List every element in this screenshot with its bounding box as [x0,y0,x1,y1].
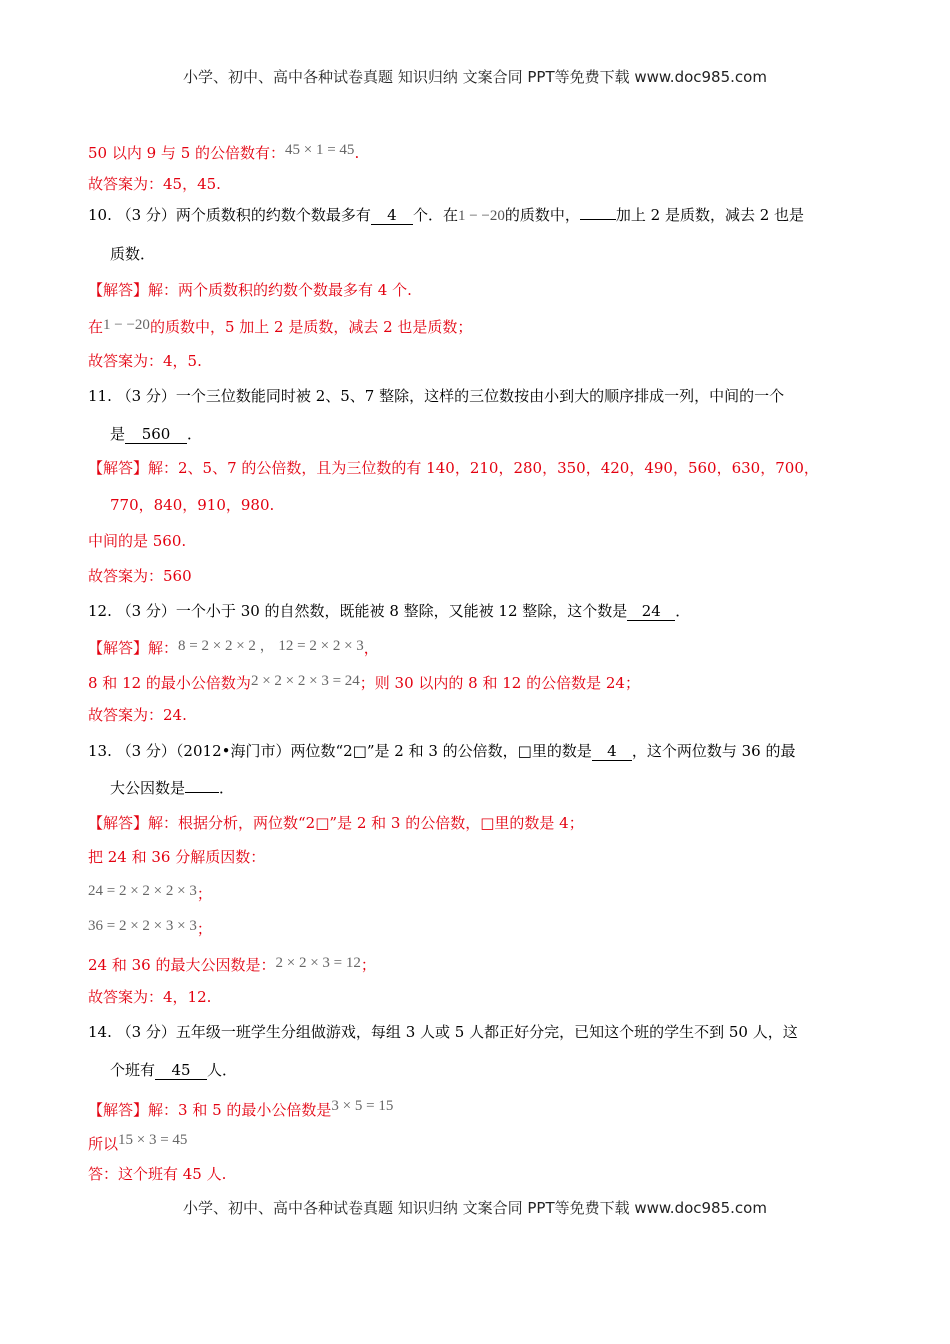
answer-blank: 4 [371,206,413,225]
solution-line: 故答案为：4，12. [88,988,212,1006]
answer-blank [185,792,219,793]
question-10-cont: 质数． [110,245,156,263]
solution-line: 把 24 和 36 分解质因数： [88,848,266,866]
text: ； [196,920,212,938]
text: 8 和 12 的最小公倍数为 [88,674,251,692]
text: ． [219,779,235,797]
math-expression: 2 × 2 × 3 = 12 [275,955,361,971]
text: 13. （3 分）（2012•海门市）两位数“2□”是 2 和 3 的公倍数，□里的数是 [88,742,592,760]
text: ． [675,602,691,620]
text: ，这个两位数与 36 的最 [631,742,796,760]
text: 24 和 36 的最大公因数是： [88,956,276,974]
solution-line [88,1130,187,1154]
math-expression: 45 × 1 = 45 [285,142,355,158]
text: 解：根据分析，两位数“2□”是 2 和 3 的公倍数，□里的数是 4； [148,814,584,832]
math-expression: 1 − −20 [457,208,505,224]
solution-line [88,458,819,478]
text: 12. （3 分）一个小于 30 的自然数，既能被 8 整除，又能被 12 整除，这个数是 [88,602,628,620]
question-12 [88,601,690,621]
math-expression: 1 − −20 [103,317,150,333]
text: 解：两个质数积的约数个数最多有 4 个. [148,281,412,299]
math-expression: 15 × 3 = 45 [118,1132,188,1148]
math-expression: 2 × 2 × 2 × 3 = 24 [250,673,360,689]
answer-blank [580,219,616,220]
math-expression: 24 = 2 × 2 × 2 × 3 [88,883,197,899]
text: ；则 30 以内的 8 和 12 的公倍数是 24； [359,674,640,692]
solution-tag: 【解答】 [88,281,149,299]
text: 10. （3 分）两个质数积的约数个数最多有 [88,206,371,224]
solution-line [88,915,212,939]
solution-line: 中间的是 560. [88,532,187,550]
answer-blank: 24 [627,602,675,621]
text: 50 以内 9 与 5 的公倍数有： [88,144,286,162]
question-14: 14. （3 分）五年级一班学生分组做游戏，每组 3 人或 5 人都正好分完，已知这个班的学生不到 50 人，这 [88,1023,798,1041]
question-13 [88,741,795,761]
math-expression: 8 = 2 × 2 × 2 ， 12 = 2 × 2 × 3 [178,638,364,654]
text: . [354,144,360,162]
text: 解： [148,639,179,657]
text: ， [363,639,379,657]
solution-line [88,315,472,337]
math-expression: 36 = 2 × 2 × 3 × 3 [88,918,197,934]
solution-line [88,1096,393,1120]
solution-line: 770，840，910，980. [110,496,275,514]
solution-line: 故答案为：24. [88,706,187,724]
question-13-cont [110,778,234,798]
question-10 [88,205,804,226]
solution-tag: 【解答】 [88,459,149,477]
text: 加上 2 是质数，减去 2 也是 [615,206,805,224]
text: 解：2、5、7 的公倍数，且为三位数的有 140，210，280，350，420，490，560，630，700， [148,459,819,477]
text: 的质数中， [504,206,580,224]
solution-tag: 【解答】 [88,814,149,832]
text: 个．在 [412,206,458,224]
solution-line [88,953,376,975]
text: 的质数中，5 加上 2 是质数，减去 2 也是质数； [149,318,473,336]
solution-line [88,671,640,693]
text: 解：3 和 5 的最小公倍数是 [148,1101,332,1119]
answer-line [88,140,359,163]
page-header: 小学、初中、高中各种试卷真题 知识归纳 文案合同 PPT等免费下载 www.doc985.com [183,68,767,86]
text: 所以 [88,1135,119,1153]
answer-line: 故答案为：45，45. [88,175,221,193]
answer-blank: 45 [155,1061,207,1080]
text: ； [196,885,212,903]
solution-line [88,280,412,300]
question-14-cont [110,1060,237,1080]
text: 大公因数是 [110,779,186,797]
solution-tag: 【解答】 [88,639,149,657]
text: 在 [88,318,104,336]
page-footer: 小学、初中、高中各种试卷真题 知识归纳 文案合同 PPT等免费下载 www.doc985.com [183,1199,767,1217]
text: ． [187,425,203,443]
answer-blank: 4 [592,742,632,761]
question-11: 11. （3 分）一个三位数能同时被 2、5、7 整除，这样的三位数按由小到大的顺序排成一列，中间的一个 [88,387,785,405]
text: 人． [207,1061,238,1079]
solution-line [88,880,212,904]
text: 是 [110,425,126,443]
solution-line: 故答案为：560 [88,567,192,585]
text: ； [360,956,376,974]
solution-tag: 【解答】 [88,1101,149,1119]
question-11-cont [110,424,202,444]
solution-line: 答：这个班有 45 人. [88,1165,227,1183]
solution-line [88,813,584,833]
answer-blank: 560 [125,425,187,444]
solution-line: 故答案为：4，5. [88,352,202,370]
solution-line [88,636,379,658]
math-expression: 3 × 5 = 15 [331,1098,394,1114]
text: 个班有 [110,1061,156,1079]
